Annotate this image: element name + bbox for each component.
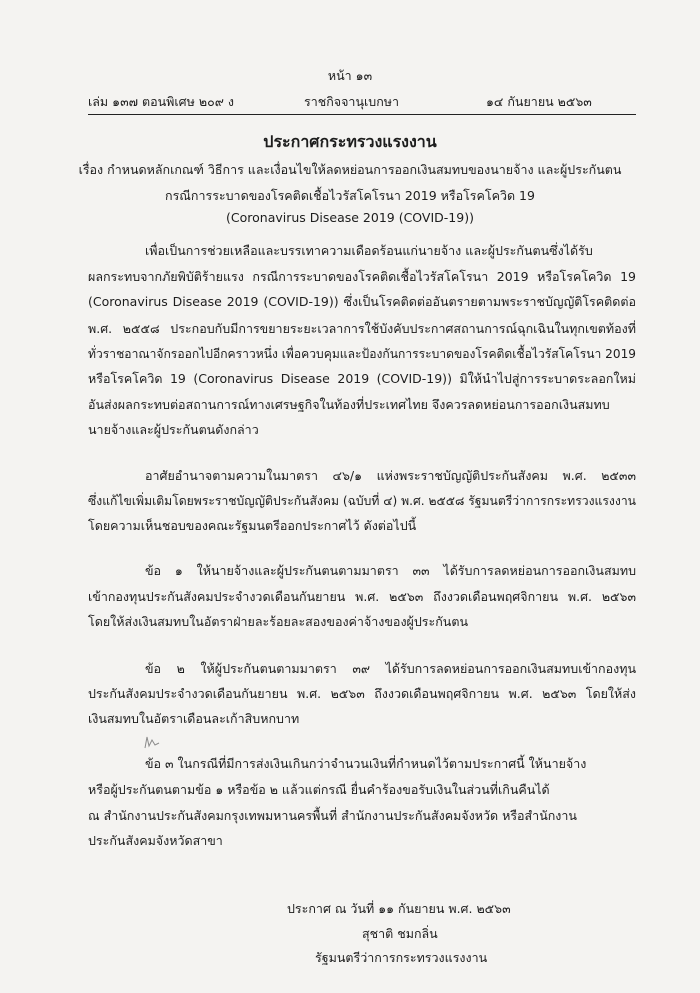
body-line: ประกันสังคมประจำงวดเดือนกันยายน พ.ศ. ๒๕๖๓ ถึงงวดเดือนพฤศจิกายน พ.ศ. ๒๕๖๓ โดยให้ส่ง <box>88 686 636 701</box>
body-line: หรือโรคโควิด 19 (Coronavirus Disease 2019 (COVID-19)) มิให้นำไปสู่การระบาดระลอกใหม่ <box>88 371 636 386</box>
body-line: ข้อ ๓ ในกรณีที่มีการส่งเงินเกินกว่าจำนวนเงินที่กำหนดไว้ตามประกาศนี้ ให้นายจ้าง <box>145 756 587 771</box>
subject-line: (Coronavirus Disease 2019 (COVID-19)) <box>226 210 474 225</box>
header-rule <box>88 114 636 115</box>
body-line: ซึ่งแก้ไขเพิ่มเติมโดยพระราชบัญญัติประกันสังคม (ฉบับที่ ๔) พ.ศ. ๒๕๕๘ รัฐมนตรีว่าการกระทรวงแรงงาน <box>88 493 636 508</box>
signatory-name: สุชาติ ชมกลิ่น <box>362 926 438 941</box>
body-line: เพื่อเป็นการช่วยเหลือและบรรเทาความเดือดร้อนแก่นายจ้าง และผู้ประกันตนซึ่งได้รับ <box>145 243 593 258</box>
document-title: ประกาศกระทรวงแรงงาน <box>263 132 437 151</box>
body-line: ข้อ ๒ ให้ผู้ประกันตนตามมาตรา ๓๙ ได้รับการลดหย่อนการออกเงินสมทบเข้ากองทุน <box>145 661 636 676</box>
body-line: ประกันสังคมจังหวัดสาขา <box>88 833 223 848</box>
volume-issue: เล่ม ๑๓๗ ตอนพิเศษ ๒๐๙ ง <box>88 94 234 109</box>
page-number: หน้า ๑๓ <box>327 68 373 83</box>
body-line: ทั่วราชอาณาจักรออกไปอีกคราวหนึ่ง เพื่อควบคุมและป้องกันการระบาดของโรคติดเชื้อไวรัสโคโรนา 2019 <box>88 346 636 361</box>
body-line: หรือผู้ประกันตนตามข้อ ๑ หรือข้อ ๒ แล้วแต่กรณี ยื่นคำร้องขอรับเงินในส่วนที่เกินคืนได้ <box>88 782 550 797</box>
pen-mark <box>143 734 161 750</box>
body-line: ข้อ ๑ ให้นายจ้างและผู้ประกันตนตามมาตรา ๓๓ ได้รับการลดหย่อนการออกเงินสมทบ <box>145 563 636 578</box>
gazette-name: ราชกิจจานุเบกษา <box>304 94 400 109</box>
body-line: อาศัยอำนาจตามความในมาตรา ๔๖/๑ แห่งพระราชบัญญัติประกันสังคม พ.ศ. ๒๕๓๓ <box>145 468 636 483</box>
body-line: เงินสมทบในอัตราเดือนละเก้าสิบหกบาท <box>88 711 300 726</box>
body-line: โดยให้ส่งเงินสมทบในอัตราฝ่ายละร้อยละสองของค่าจ้างของผู้ประกันตน <box>88 614 469 629</box>
body-line: ผลกระทบจากภัยพิบัติร้ายแรง กรณีการระบาดของโรคติดเชื้อไวรัสโคโรนา 2019 หรือโรคโควิด 19 <box>88 269 636 284</box>
body-line: พ.ศ. ๒๕๕๘ ประกอบกับมีการขยายระยะเวลาการใช้บังคับประกาศสถานการณ์ฉุกเฉินในทุกเขตท้องที่ <box>88 321 636 336</box>
body-line: เข้ากองทุนประกันสังคมประจำงวดเดือนกันยายน พ.ศ. ๒๕๖๓ ถึงงวดเดือนพฤศจิกายน พ.ศ. ๒๕๖๓ <box>88 589 636 604</box>
body-line: ณ สำนักงานประกันสังคมกรุงเทพมหานครพื้นที่ สำนักงานประกันสังคมจังหวัด หรือสำนักงาน <box>88 808 577 823</box>
subject-line: เรื่อง กำหนดหลักเกณฑ์ วิธีการ และเงื่อนไขให้ลดหย่อนการออกเงินสมทบของนายจ้าง และผู้ประกันตน <box>78 162 622 177</box>
subject-line: กรณีการระบาดของโรคติดเชื้อไวรัสโคโรนา 2019 หรือโรคโควิด 19 <box>165 188 535 203</box>
body-line: นายจ้างและผู้ประกันตนดังกล่าว <box>88 422 259 437</box>
body-line: อันส่งผลกระทบต่อสถานการณ์ทางเศรษฐกิจในท้องที่ประเทศไทย จึงควรลดหย่อนการออกเงินสมทบ <box>88 397 610 412</box>
body-line: โดยความเห็นชอบของคณะรัฐมนตรีออกประกาศไว้ ดังต่อไปนี้ <box>88 518 417 533</box>
gazette-date: ๑๔ กันยายน ๒๕๖๓ <box>486 94 592 109</box>
body-line: (Coronavirus Disease 2019 (COVID-19)) ซึ่งเป็นโรคติดต่ออันตรายตามพระราชบัญญัติโรคติดต่อ <box>88 294 636 309</box>
signatory-position: รัฐมนตรีว่าการกระทรวงแรงงาน <box>315 950 488 965</box>
announcement-date: ประกาศ ณ วันที่ ๑๑ กันยายน พ.ศ. ๒๕๖๓ <box>287 901 511 916</box>
